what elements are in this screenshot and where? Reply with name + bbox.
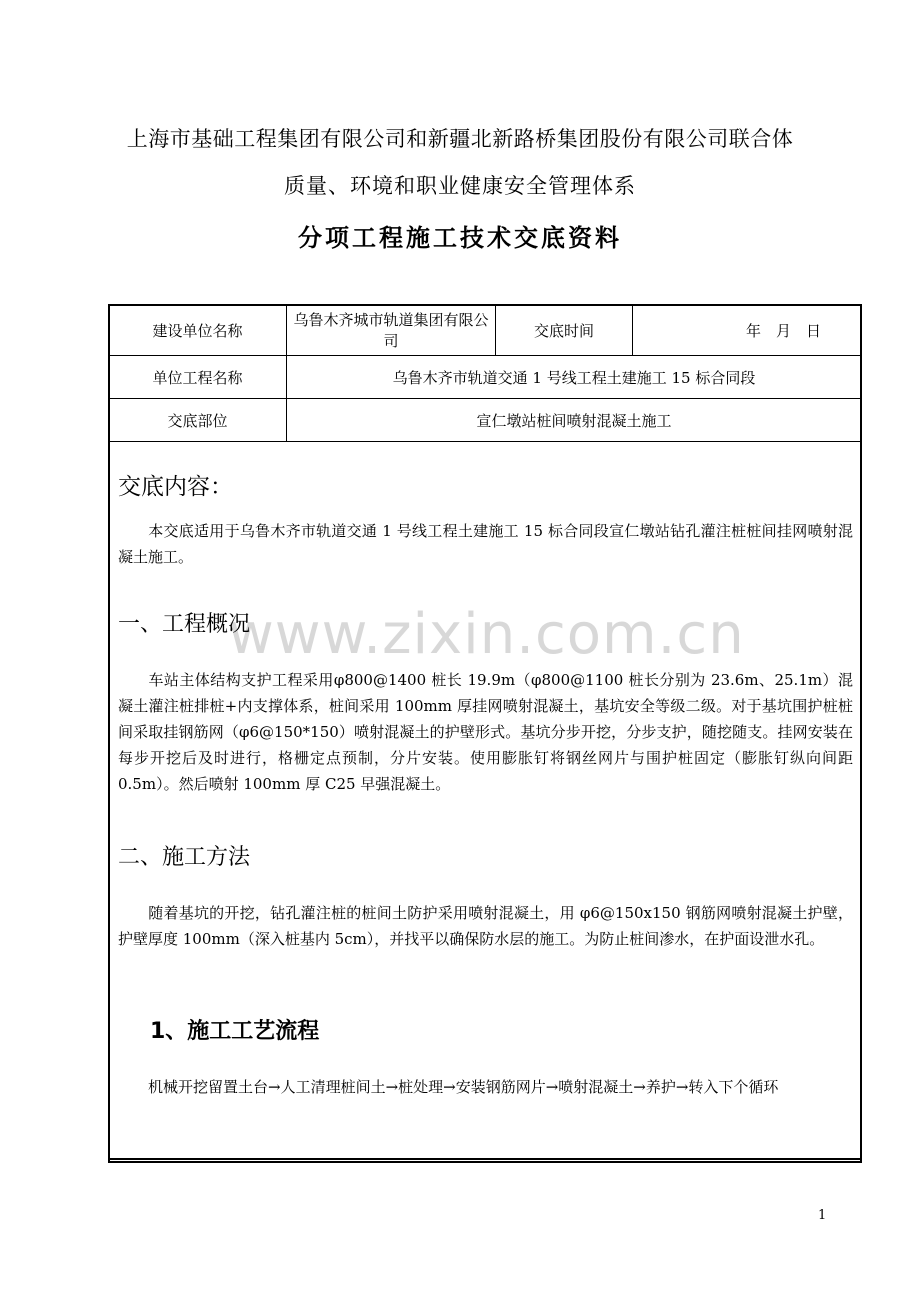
system-title: 质量、环境和职业健康安全管理体系 xyxy=(284,174,636,198)
info-table xyxy=(108,304,862,442)
build-unit-value: 乌鲁木齐城市轨道集团有限公司 xyxy=(287,305,496,356)
subsection-1-title: 1、施工工艺流程 xyxy=(150,1019,320,1044)
document-title: 分项工程施工技术交底资料 xyxy=(298,223,622,252)
company-header: 上海市基础工程集团有限公司和新疆北新路桥集团股份有限公司联合体 xyxy=(126,127,794,151)
content-heading: 交底内容： xyxy=(118,474,233,500)
section-1-text: 车站主体结构支护工程采用φ800@1400 桩长 19.9m（φ800@1100 桩长分别为 23.6m、25.1m）混凝土灌注桩排桩+内支撑体系，桩间采用 100mm 厚挂网喷射混凝土，基坑安全等级二级。对于基坑围护桩桩间采取挂钢筋网（φ6@150*150）喷射混凝土的护壁形式。基坑分步开挖，分步支护，随挖随支。挂网安装在每步开挖后及时进行，格栅定点预制，分片安装。使用膨胀钉将钢丝网片与围护桩固定（膨胀钉纵向间距 0.5m）。然后喷射 100mm 厚 C25 早强混凝土。 xyxy=(118,671,853,793)
project-value: 乌鲁木齐市轨道交通 1 号线工程土建施工 15 标合同段 xyxy=(287,356,862,399)
date-value: 年 月 日 xyxy=(633,305,862,356)
part-label: 交底部位 xyxy=(109,399,287,442)
section-1-title: 一、工程概况 xyxy=(118,612,251,637)
build-unit-label: 建设单位名称 xyxy=(109,305,287,356)
intro-paragraph: 本交底适用于乌鲁木齐市轨道交通 1 号线工程土建施工 15 标合同段宣仁墩站钻孔灌注桩桩间挂网喷射混凝土施工。 xyxy=(118,522,853,566)
page-number: 1 xyxy=(818,1208,827,1223)
project-label: 单位工程名称 xyxy=(109,356,287,399)
date-label: 交底时间 xyxy=(496,305,633,356)
flow-text: 机械开挖留置土台→人工清理桩间土→桩处理→安装钢筋网片→喷射混凝土→养护→转入下个循环 xyxy=(148,1078,779,1096)
watermark: www.zixin.com.cn xyxy=(228,602,745,667)
part-value: 宣仁墩站桩间喷射混凝土施工 xyxy=(287,399,862,442)
section-2-text: 随着基坑的开挖，钻孔灌注桩的桩间土防护采用喷射混凝土，用 φ6@150x150 钢筋网喷射混凝土护壁，护壁厚度 100mm（深入桩基内 5cm），并找平以确保防水层的施工。为防止桩间渗水，在护面设泄水孔。 xyxy=(118,904,853,948)
section-2-title: 二、施工方法 xyxy=(118,845,251,870)
